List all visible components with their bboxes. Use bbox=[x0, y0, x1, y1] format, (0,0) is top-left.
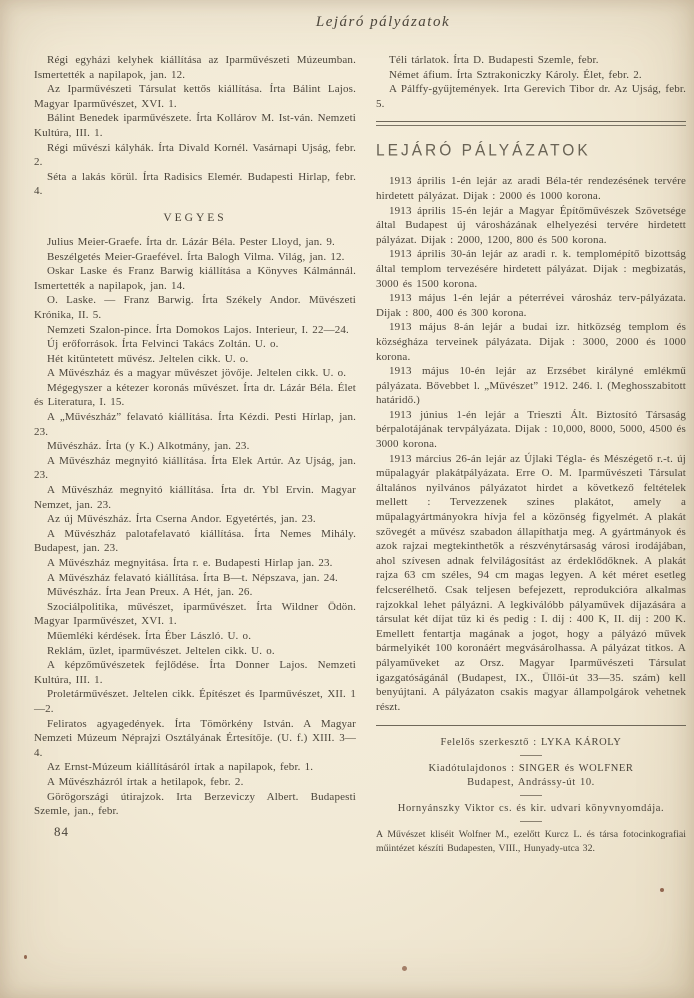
notice-paragraph: 1913 június 1-én lejár a Trieszti Ált. Biztosító Társaság bérpalotájának tervpályázata. Dijak : 10,000, 8000, 5000, 4500 és 3000 korona. bbox=[376, 408, 686, 451]
bibliography-entry: Új erőforrások. Írta Felvinci Takács Zoltán. U. o. bbox=[47, 338, 279, 351]
printer-line: Hornyánszky Viktor cs. és kir. udvari könyvnyomdája. bbox=[397, 803, 665, 815]
notice-paragraph: 1913 március 26-án lejár az Újlaki Tégla- és Mészégető r.-t. új műpalagyár plakátpályázata. Erre O. M. Iparművészeti Társulat általános nyilvános pályázatot hirdet a következő feltételek mellett : Tervezzenek szines plakátot, amely a műpalagyártmányokra hívja fel a közönség figyelmét. A plakát szövegét a művész szabadon állapíthatja meg. A gyártmányok és azok rajzai megtekinthetők a részvénytársaság városi irodájában, ahol szívesen adnak felvilágosítást az érdeklődőknek. A plakát rajza 63 cm széles, 94 cm magas legyen. A két méret esetleg felcserélhető. Csak teljesen befejezett, reprodukcióra alkalmas rajzokkal lehet pályázni. A legkiválóbb pályaművek díjazására a társulat két díjat tűz ki és pedig : I. dij : 400 K, II. dij : 200 K. Emellett fentartja magának a jogot, hogy a pályázó művek bármelyikét 100 koronáért megvásárolhassa. A pályázat titkos. A pályaműveket az Orsz. Magyar Iparművészeti Társulat igazgatóságánál (Budapest, IX., Üllői-út 33—35. szám) kell benyújtani. A pályázaton csakis magyar állampolgárok vehetnek részt. bbox=[376, 452, 686, 713]
bibliography-entry: Az Iparművészeti Társulat kettős kiállítása. Írta Bálint Lajos. Magyar Iparművészet, XVI. 1. bbox=[34, 83, 356, 110]
bibliography-entry: Feliratos agyagedények. Írta Tömörkény István. A Magyar Nemzeti Múzeum Néprajzi Osztályának Értesítője. (U. f.) XIII. 3—4. bbox=[34, 717, 356, 759]
bibliography-entry: Téli tárlatok. Írta D. Budapesti Szemle, febr. bbox=[389, 54, 599, 66]
bibliography-entry: Régi művészi kályhák. Írta Divald Kornél. Vasárnapi Ujság, febr. 2. bbox=[34, 141, 356, 169]
bibliography-entry: Művészház. Írta Jean Preux. A Hét, jan. 26. bbox=[47, 586, 253, 599]
bibliography-list-continued bbox=[376, 53, 686, 111]
publisher-line: Kiadótulajdonos : SINGER és WOLFNER bbox=[428, 763, 634, 775]
footer-mini-divider bbox=[520, 821, 542, 822]
bibliography-entry: Proletárművészet. Jeltelen cikk. Építészet és Iparművészet, XII. 1—2. bbox=[34, 688, 356, 715]
bibliography-entry: Német áfium. Írta Sztrakoniczky Károly. Élet, febr. 2. bbox=[389, 68, 642, 81]
bibliography-entry: Bálint Benedek iparművészete. Írta Kollárov M. Ist-ván. Nemzeti Kultúra, III. 1. bbox=[34, 112, 356, 139]
section-divider-double-rule bbox=[376, 121, 686, 126]
bibliography-entry: Művészház. Írta (y K.) Alkotmány, jan. 23. bbox=[47, 440, 250, 453]
bibliography-entry: A Művészház és a magyar művészet jövője. Jeltelen cikk. U. o. bbox=[47, 367, 347, 380]
bibliography-list-top bbox=[34, 53, 356, 199]
notice-paragraph: 1913 május 10-én lejár az Erzsébet királyné emlékmű pályázata. Bővebbet l. „Művészet” 1912. 246. l. (Meghosszabitott határidő.) bbox=[376, 365, 686, 407]
bibliography-entry: Reklám, üzlet, iparművészet. Jeltelen cikk. U. o. bbox=[47, 644, 275, 657]
bibliography-entry: A Művészház felavató kiállítása. Írta B—t. Népszava, jan. 24. bbox=[47, 571, 338, 584]
right-column bbox=[376, 53, 686, 855]
bibliography-entry: A Művészház palotafelavató kiállítása. Írta Nemes Mihály. Budapest, jan. 23. bbox=[34, 527, 356, 555]
bibliography-entry: A „Művészház” felavató kiállítása. Írta Kézdi. Pesti Hírlap, jan. 23. bbox=[34, 411, 356, 438]
left-column bbox=[34, 53, 356, 855]
bibliography-entry: A Pálffy-gyűjtemények. Irta Gerevich Tibor dr. Az Ujság, febr. 5. bbox=[376, 83, 686, 110]
bibliography-entry: Beszélgetés Meier-Graefével. Írta Balogh Vilma. Világ, jan. 12. bbox=[47, 250, 345, 263]
scan-artifact-speck bbox=[402, 966, 407, 971]
bibliography-entry: A Művészház megnyitó kiállítása. Írta dr. Ybl Ervin. Magyar Nemzet, jan. 23. bbox=[34, 484, 356, 511]
bibliography-entry: Mégegyszer a kétezer koronás művészet. Írta dr. Lázár Béla. Élet és Literatura, I. 15. bbox=[34, 381, 356, 409]
bibliography-entry: Hét kitüntetett művész. Jeltelen cikk. U. o. bbox=[47, 352, 249, 365]
bibliography-entry: O. Laske. — Franz Barwig. Írta Székely Andor. Művészeti Krónika, II. 5. bbox=[34, 294, 356, 321]
notice-paragraph: 1913 április 30-án lejár az aradi r. k. templomépítő bizottság által templom tervezésére hirdetett pályázat. Dijak : megbizatás, 3000 és 1500 korona. bbox=[376, 248, 686, 290]
running-header: Lejáró pályázatok bbox=[315, 14, 451, 30]
bibliography-entry: Görögországi útirajzok. Irta Berzeviczy Albert. Budapesti Szemle, jan., febr. bbox=[34, 790, 356, 818]
bibliography-list-vegyes bbox=[34, 235, 356, 819]
cliche-note: A Művészet kliséit Wolfner M., ezelőtt Kurcz L. és társa fotocinkografiai műintézet készíti Budapesten, VIII., Hunyady-utca 32. bbox=[376, 829, 686, 854]
footer-divider-rule bbox=[376, 725, 686, 726]
imprint-footer bbox=[376, 736, 686, 855]
bibliography-entry: Julius Meier-Graefe. Írta dr. Lázár Béla. Pester Lloyd, jan. 9. bbox=[47, 235, 335, 248]
bibliography-entry: Szociálpolitika, művészet, iparművészet. Írta Wildner Ödön. Magyar Iparművészet, XVI. 1. bbox=[34, 600, 356, 628]
bibliography-entry: Az Ernst-Múzeum kiállításáról írtak a napilapok, febr. 1. bbox=[47, 761, 314, 774]
bibliography-entry: Nemzeti Szalon-pince. Írta Domokos Lajos. Interieur, I. 22—24. bbox=[47, 323, 349, 336]
notice-paragraph: 1913 április 1-én lejár az aradi Béla-tér rendezésének tervére hirdetett pályázat. Dijak : 2000 és 1000 korona. bbox=[376, 175, 686, 202]
notice-paragraph: 1913 április 15-én lejár a Magyar Építőművészek Szövetsége által Budapest új városházának elhelyezési tervére hirdetett pályázat. Dijak : 2000, 1200, 800 és 500 korona. bbox=[376, 204, 686, 246]
bibliography-entry: A Művészház megnyitása. Írta r. e. Budapesti Hirlap jan. 23. bbox=[47, 557, 333, 569]
editor-line: Felelős szerkesztő : LYKA KÁROLY bbox=[440, 737, 622, 749]
bibliography-entry: Régi egyházi kelyhek kiállítása az Iparművészeti Múzeumban. Ismertették a napilapok, jan. 12. bbox=[34, 54, 356, 81]
two-column-layout bbox=[0, 53, 694, 855]
bibliography-entry: A képzőművészetek fejlődése. Írta Donner Lajos. Nemzeti Kultúra, III. 1. bbox=[34, 659, 356, 686]
footer-mini-divider bbox=[520, 795, 542, 796]
notice-paragraph: 1913 május 8-án lejár a budai izr. hitközség templom és községháza terveinek pályázata. Dijak : 3000, 2000 és 1000 korona. bbox=[376, 321, 686, 363]
publisher-address: Budapest, Andrássy-út 10. bbox=[467, 777, 595, 789]
bibliography-entry: Műemléki kérdések. Írta Éber László. U. o. bbox=[47, 629, 252, 642]
footer-mini-divider bbox=[520, 755, 542, 756]
section-heading-vegyes: VEGYES bbox=[163, 211, 227, 224]
page-number: 84 bbox=[54, 823, 69, 839]
competition-notices bbox=[376, 174, 686, 714]
bibliography-entry: Az új Művészház. Írta Cserna Andor. Egyetértés, jan. 23. bbox=[47, 513, 316, 526]
bibliography-entry: Séta a lakás körül. Írta Radisics Elemér. Budapesti Hirlap, febr. 4. bbox=[34, 170, 356, 198]
scan-artifact-speck bbox=[660, 888, 664, 892]
bibliography-entry: Oskar Laske és Franz Barwig kiállítása a Könyves Kálmánnál. Ismertették a napilapok, jan. 14. bbox=[34, 265, 356, 292]
bibliography-entry: A Művészházról írtak a hetilapok, febr. 2. bbox=[47, 775, 244, 788]
scan-artifact-speck bbox=[24, 955, 27, 959]
bibliography-entry: A Művészház megnyitó kiállítása. Írta Elek Artúr. Az Ujság, jan. 23. bbox=[34, 454, 356, 482]
section-heading-lejaro-palyazatok: LEJÁRÓ PÁLYÁZATOK bbox=[376, 141, 591, 161]
notice-paragraph: 1913 május 1-én lejár a péterrévei városház terv-pályázata. Dijak : 800, 400 és 300 korona. bbox=[376, 292, 686, 319]
